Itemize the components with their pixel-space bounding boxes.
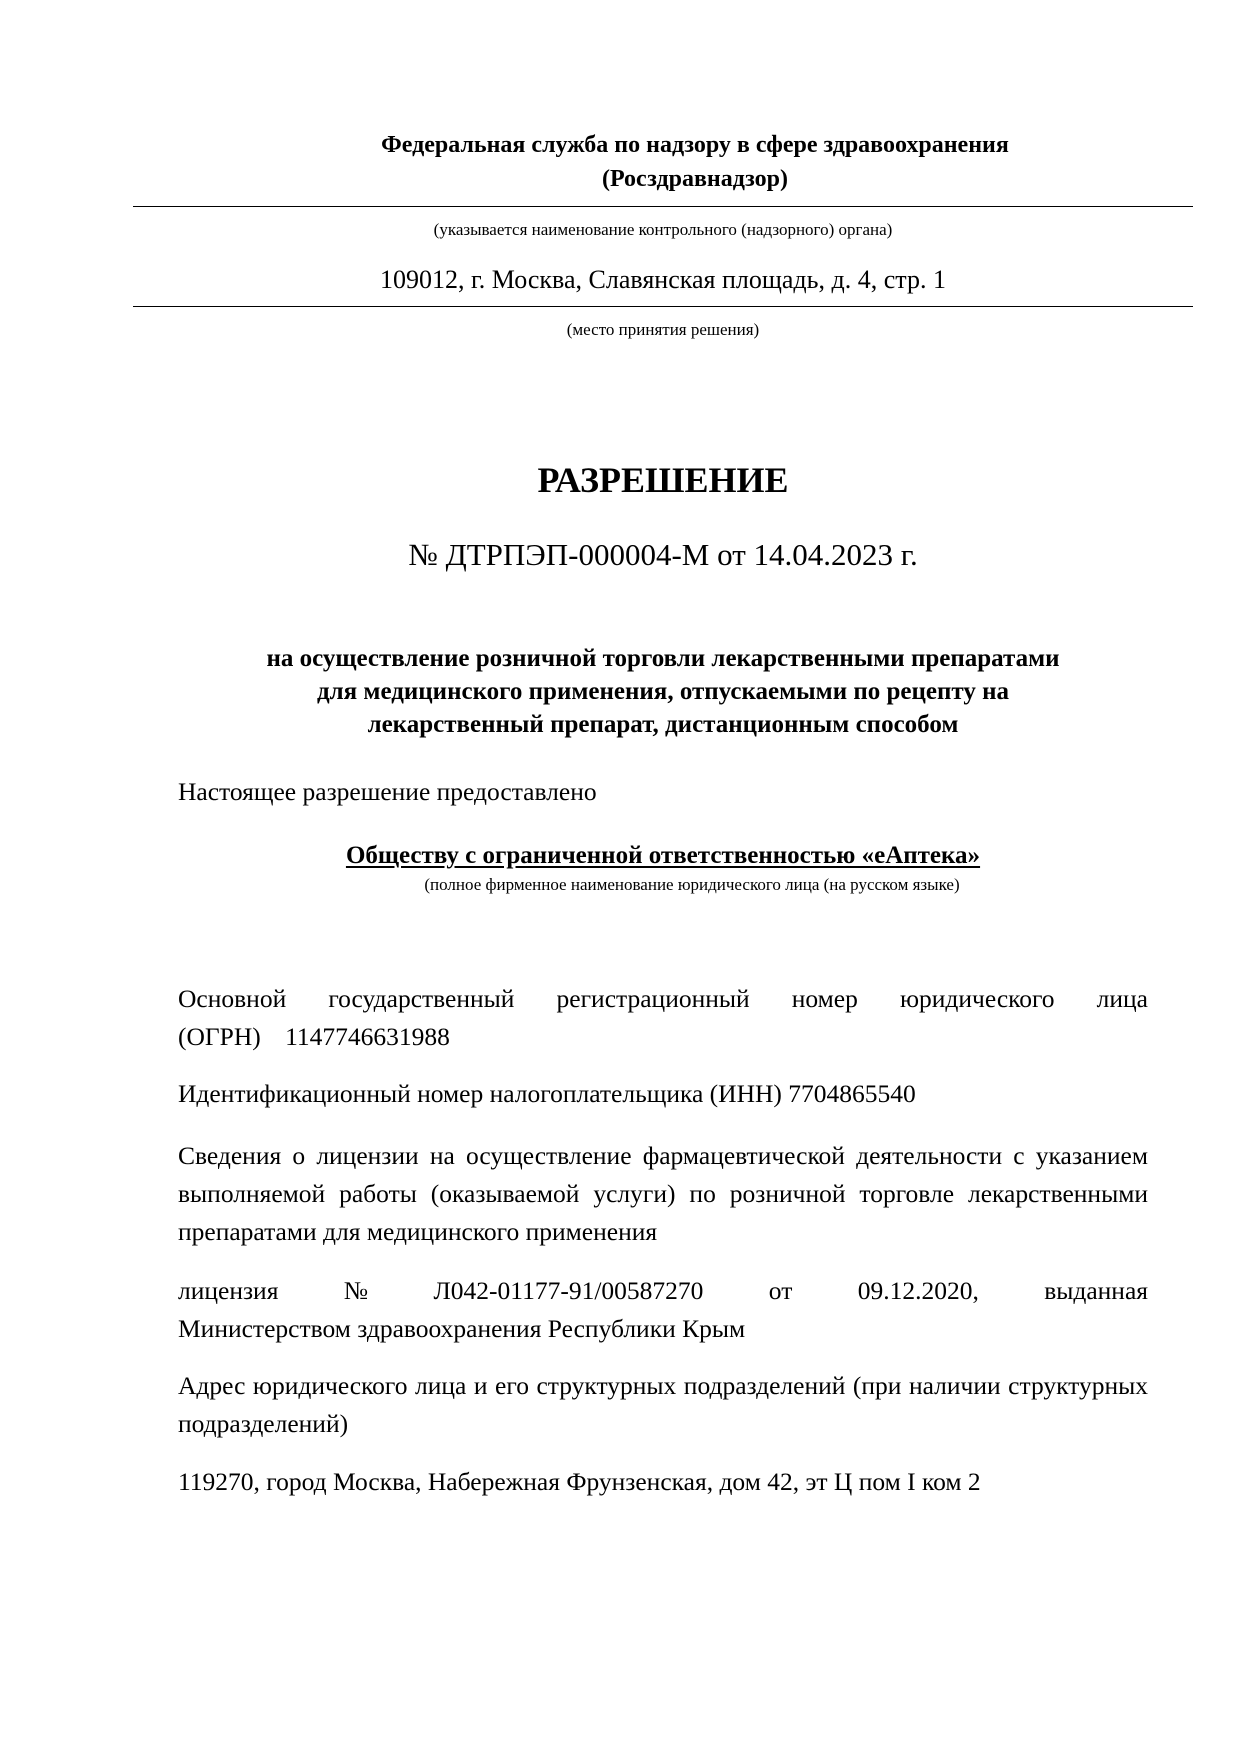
authority-underline	[133, 206, 1193, 207]
document-title: РАЗРЕШЕНИЕ	[537, 460, 789, 500]
granted-to-intro: Настоящее разрешение предоставлено	[178, 777, 597, 806]
purpose-line-1: на осуществление розничной торговли лекарственными препаратами	[266, 645, 1060, 672]
purpose-line-2: для медицинского применения, отпускаемыми по рецепту на	[316, 678, 1010, 705]
company-name	[178, 839, 1148, 873]
ogrn-paragraph: Основной государственный регистрационный номер юридического лица (ОГРН) 1147746631988	[178, 984, 1148, 1051]
license-info-paragraph: Сведения о лицензии на осуществление фармацевтической деятельности с указанием выполняемой работы (оказываемой услуги) по розничной торговле лекарственными препаратами для медицинского применения	[178, 1141, 1148, 1246]
company-caption: (полное фирменное наименование юридического лица (на русском языке)	[424, 875, 960, 894]
license-number-sign: №	[343, 1276, 369, 1305]
authority-caption: (указывается наименование контрольного (надзорного) органа)	[433, 220, 893, 239]
purpose-line-3: лекарственный препарат, дистанционным способом	[367, 711, 959, 738]
address-caption: (место принятия решения)	[566, 320, 760, 339]
authority-name	[130, 128, 1241, 196]
address-label-paragraph: Адрес юридического лица и его структурных подразделений (при наличии структурных подразделений)	[178, 1371, 1148, 1438]
license-issuer: Министерством здравоохранения Республики Крым	[178, 1314, 746, 1343]
authority-line-1: Федеральная служба по надзору в сфере здравоохранения	[381, 132, 1009, 158]
license-issued-word: выданная	[1044, 1276, 1148, 1305]
address-underline	[133, 306, 1193, 307]
legal-address: 119270, город Москва, Набережная Фрунзенская, дом 42, эт Ц пом I ком 2	[178, 1467, 981, 1496]
permit-purpose	[178, 642, 1148, 741]
license-date: 09.12.2020,	[857, 1276, 979, 1305]
document-number: № ДТРПЭП-000004-М от 14.04.2023 г.	[408, 537, 918, 572]
company-name-text: Обществу с ограниченной ответственностью «еАптека»	[345, 842, 981, 869]
decision-address: 109012, г. Москва, Славянская площадь, д. 4, стр. 1	[380, 265, 946, 294]
license-word: лицензия	[178, 1276, 279, 1305]
license-from-word: от	[768, 1276, 793, 1305]
inn-paragraph: Идентификационный номер налогоплательщика (ИНН) 7704865540	[178, 1079, 916, 1108]
authority-line-2: (Росздравнадзор)	[601, 166, 789, 192]
license-number: Л042-01177-91/00587270	[433, 1276, 704, 1305]
license-line	[178, 1272, 1148, 1310]
